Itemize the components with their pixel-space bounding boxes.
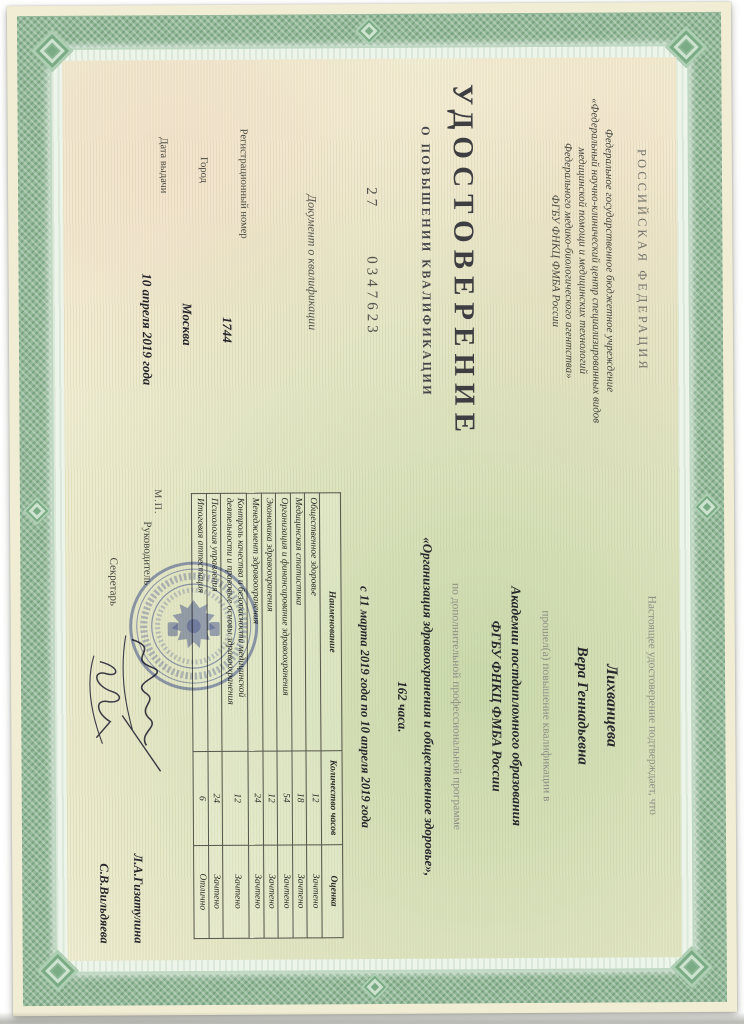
serial-prefix: 27 [363, 187, 380, 211]
module-hours: 24 [208, 752, 223, 846]
institution-line: Федерального медико-биологического агентства» [561, 142, 576, 379]
registration-number-row [208, 65, 250, 461]
certificate-paper [7, 2, 737, 1016]
module-name: Итоговая аттестация [192, 494, 208, 752]
serial-digits: 0347623 [363, 256, 380, 337]
program-intro-text: по дополнительной профессиональной программе [449, 582, 463, 831]
country-header: РОССИЙСКАЯ ФЕДЕРАЦИЯ [634, 148, 651, 372]
module-grade: Зачтено [223, 845, 250, 939]
completed-course-text: прошел(а) повышение квалификации в [539, 610, 553, 802]
issue-date-value: 10 апреля 2019 года [139, 273, 156, 386]
module-name: Экономика здравоохранения [261, 493, 277, 751]
institution-line: ФГБУ ФНКЦ ФМБА России [548, 194, 562, 328]
module-hours: 6 [193, 752, 208, 846]
issue-date-label: Дата выдачи [157, 137, 170, 194]
module-grade: Отлично [194, 845, 209, 939]
rotated-certificate-content [66, 62, 677, 956]
institution-name [546, 63, 616, 459]
table-row [305, 493, 322, 938]
table-row [261, 493, 278, 938]
academy-name-line2: ФГБУ ФНКЦ ФМБА России [488, 620, 505, 792]
module-grade: Зачтено [264, 845, 279, 939]
module-hours: 54 [277, 751, 292, 845]
module-hours: 12 [263, 751, 278, 845]
module-name: Психология управления [206, 493, 222, 751]
module-hours: 12 [222, 751, 249, 845]
column-header-grade: Оценка [322, 844, 344, 938]
stamp-place-label: М.П. [151, 489, 164, 515]
module-grade: Зачтено [307, 844, 322, 938]
city-row [168, 65, 210, 461]
certificate-inner-area [62, 57, 681, 961]
module-grade: Зачтено [278, 845, 293, 939]
module-name: Общественное здоровье [305, 493, 321, 751]
module-name: Менеджмент здравоохранения [247, 493, 263, 751]
table-header-row [319, 493, 343, 938]
institution-line: медицинской помощи и медицинских технологий [575, 147, 589, 375]
secretary-signature-image [88, 649, 129, 749]
institution-line: «Федеральный научно-клинический центр специализированных видов [588, 98, 603, 424]
city-value: Москва [179, 303, 195, 346]
registration-number-value: 1744 [219, 316, 235, 343]
module-name: Медицинская статистика [290, 493, 306, 751]
training-period: с 11 марта 2019 года по 10 апреля 2019 года [357, 586, 373, 829]
institution-line: Федеральное государственное бюджетное учреждение [602, 128, 617, 393]
academy-name-line1: Академии постдипломного образования [508, 586, 525, 827]
module-name: Организация и финансирование здравоохранения [276, 493, 292, 751]
head-role-label: Руководитель [141, 521, 154, 586]
certificate-title: УДОСТОВЕРЕНИЕ [446, 83, 481, 439]
head-name: Л.А.Гизатулина [131, 853, 146, 944]
module-hours: 12 [306, 751, 321, 845]
module-hours: 18 [292, 751, 307, 845]
module-hours: 24 [248, 751, 263, 845]
program-name: «Организация здравоохранения и общественное здоровье», [420, 537, 438, 877]
holder-surname: Лихванцева [602, 664, 621, 748]
registration-number-label: Регистрационный номер [237, 128, 250, 239]
issue-date-row [128, 65, 170, 461]
certificate-subtitle: О ПОВЫШЕНИИ КВАЛИФИКАЦИИ [418, 126, 435, 398]
module-grade: Зачтено [293, 844, 308, 938]
module-grade: Зачтено [249, 845, 264, 939]
certificate-left-column [66, 62, 674, 462]
column-header-hours: Количество часов [321, 751, 343, 845]
table-row [276, 493, 293, 938]
secretary-signature-row [85, 462, 122, 956]
certificate-right-column [69, 458, 678, 956]
module-name: Контроль качества и безопасности медицинской деятельности и правовые основы здравоохранения [221, 493, 249, 751]
secretary-name: С.В.Вильдяева [97, 863, 112, 944]
module-grade: Зачтено [209, 845, 224, 939]
secretary-role-label: Секретарь [107, 557, 120, 607]
program-hours: 162 часа. [395, 681, 411, 733]
table-row [290, 493, 307, 938]
city-label: Город [197, 156, 210, 183]
document-type-label: Документ о квалификации [305, 194, 320, 331]
confirmation-text: Настоящее удостоверение подтверждает, что [645, 595, 659, 816]
column-header-name: Наименование [319, 493, 342, 751]
holder-name-patronymic: Вера Геннадьевна [573, 646, 591, 765]
official-seal-stamp-icon [123, 556, 264, 697]
serial-number [361, 64, 380, 460]
